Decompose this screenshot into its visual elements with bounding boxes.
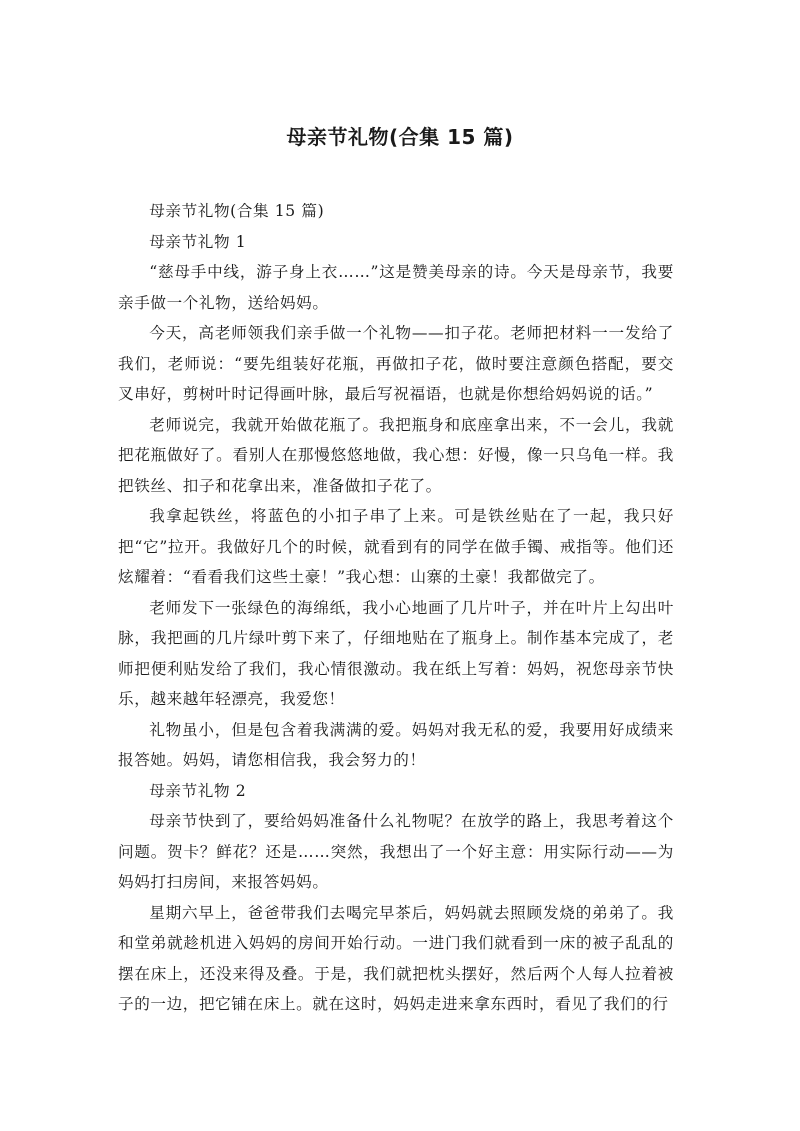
paragraph: “慈母手中线，游子身上衣……”这是赞美母亲的诗。今天是母亲节，我要亲手做一个礼物，送给妈妈。 bbox=[118, 263, 674, 312]
document-title: 母亲节礼物(合集 15 篇) bbox=[286, 125, 514, 149]
paragraph: 今天，高老师领我们亲手做一个礼物——扣子花。老师把材料一一发给了我们，老师说：“要先组装好花瓶，再做扣子花，做时要注意颜色搭配，要交叉串好，剪树叶时记得画叶脉，最后写祝福语，也就是你想给妈妈说的话。” bbox=[118, 324, 674, 403]
paragraph: 礼物虽小，但是包含着我满满的爱。妈妈对我无私的爱，我要用好成绩来报答她。妈妈，请您相信我，我会努力的！ bbox=[118, 720, 674, 769]
paragraph: 老师发下一张绿色的海绵纸，我小心地画了几片叶子，并在叶片上勾出叶脉，我把画的几片绿叶剪下来了，仔细地贴在了瓶身上。制作基本完成了，老师把便利贴发给了我们，我心情很激动。我在纸上写着：妈妈，祝您母亲节快乐，越来越年轻漂亮，我爱您！ bbox=[118, 598, 674, 708]
document-body bbox=[118, 196, 674, 1020]
section-heading-1: 母亲节礼物 1 bbox=[149, 232, 247, 251]
paragraph-subtitle: 母亲节礼物(合集 15 篇) bbox=[149, 202, 325, 220]
paragraph: 星期六早上，爸爸带我们去喝完早茶后，妈妈就去照顾发烧的弟弟了。我和堂弟就趁机进入妈妈的房间开始行动。一进门我们就看到一床的被子乱乱的摆在床上，还没来得及叠。于是，我们就把枕头摆好，然后两个人每人拉着被子的一边，把它铺在床上。就在这时，妈妈走进来拿东西时，看见了我们的行 bbox=[118, 903, 674, 1013]
paragraph: 母亲节快到了，要给妈妈准备什么礼物呢？在放学的路上，我思考着这个问题。贺卡？鲜花？还是……突然，我想出了一个好主意：用实际行动——为妈妈打扫房间，来报答妈妈。 bbox=[118, 812, 674, 891]
paragraph: 我拿起铁丝，将蓝色的小扣子串了上来。可是铁丝贴在了一起，我只好把“它”拉开。我做好几个的时候，就看到有的同学在做手镯、戒指等。他们还炫耀着：“看看我们这些土豪！”我心想：山寨的土豪！我都做完了。 bbox=[118, 507, 674, 586]
section-heading-2: 母亲节礼物 2 bbox=[149, 781, 247, 800]
paragraph: 老师说完，我就开始做花瓶了。我把瓶身和底座拿出来，不一会儿，我就把花瓶做好了。看别人在那慢悠悠地做，我心想：好慢，像一只乌龟一样。我把铁丝、扣子和花拿出来，准备做扣子花了。 bbox=[118, 415, 674, 495]
